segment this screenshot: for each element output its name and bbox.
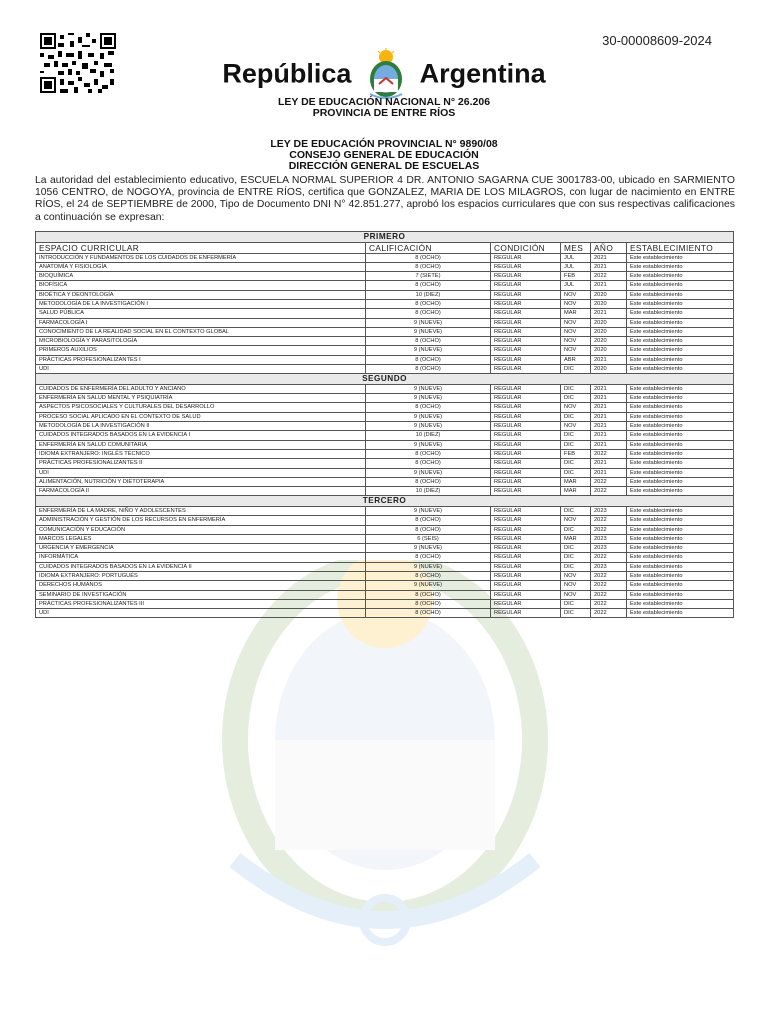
cell-month: ABR [561, 355, 591, 364]
cell-grade: 9 (NUEVE) [366, 581, 491, 590]
cell-condition: REGULAR [491, 562, 561, 571]
cell-grade: 8 (OCHO) [366, 590, 491, 599]
cell-condition: REGULAR [491, 281, 561, 290]
cell-month: DIC [561, 468, 591, 477]
cell-year: 2022 [591, 516, 627, 525]
cell-subject: METODOLOGÍA DE LA INVESTIGACIÓN I [36, 299, 366, 308]
cell-subject: FARMACOLOGÍA II [36, 487, 366, 496]
cell-grade: 8 (OCHO) [366, 516, 491, 525]
cell-month: NOV [561, 337, 591, 346]
cell-year: 2021 [591, 422, 627, 431]
cell-subject: ENFERMERÍA EN SALUD MENTAL Y PSIQUIATRÍA [36, 394, 366, 403]
cell-subject: CUIDADOS INTEGRADOS BASADOS EN LA EVIDENCIA II [36, 562, 366, 571]
table-row [36, 440, 734, 449]
cell-month: JUL [561, 262, 591, 271]
title-argentina: Argentina [419, 58, 546, 89]
cell-condition: REGULAR [491, 394, 561, 403]
cell-subject: PRÁCTICAS PROFESIONALIZANTES II [36, 459, 366, 468]
cell-grade: 6 (SEIS) [366, 534, 491, 543]
cell-condition: REGULAR [491, 422, 561, 431]
cell-condition: REGULAR [491, 272, 561, 281]
direction: DIRECCIÓN GENERAL DE ESCUELAS [288, 160, 480, 172]
cell-year: 2020 [591, 327, 627, 336]
cell-year: 2022 [591, 609, 627, 618]
cell-institution: Este establecimiento [627, 309, 734, 318]
cell-subject: PRÁCTICAS PROFESIONALIZANTES III [36, 599, 366, 608]
cell-subject: INTRODUCCIÓN Y FUNDAMENTOS DE LOS CUIDADOS DE ENFERMERÍA [36, 253, 366, 262]
cell-subject: BIOÉTICA Y DEONTOLOGÍA [36, 290, 366, 299]
cell-subject: SALUD PÚBLICA [36, 309, 366, 318]
cell-year: 2022 [591, 572, 627, 581]
cell-condition: REGULAR [491, 431, 561, 440]
cell-subject: PRÁCTICAS PROFESIONALIZANTES I [36, 355, 366, 364]
cell-grade: 8 (OCHO) [366, 281, 491, 290]
cell-subject: ANATOMÍA Y FISIOLOGÍA [36, 262, 366, 271]
cell-grade: 9 (NUEVE) [366, 544, 491, 553]
cell-grade: 9 (NUEVE) [366, 412, 491, 421]
column-header: MES [561, 242, 591, 253]
table-row [36, 609, 734, 618]
cell-year: 2023 [591, 506, 627, 515]
cell-year: 2021 [591, 412, 627, 421]
cell-year: 2022 [591, 590, 627, 599]
cell-year: 2021 [591, 309, 627, 318]
cell-subject: IDIOMA EXTRANJERO: INGLÉS TÉCNICO [36, 449, 366, 458]
table-row [36, 309, 734, 318]
cell-year: 2022 [591, 581, 627, 590]
cell-year: 2022 [591, 477, 627, 486]
cell-month: NOV [561, 318, 591, 327]
cell-institution: Este establecimiento [627, 590, 734, 599]
table-row [36, 253, 734, 262]
national-seal-icon [365, 48, 407, 100]
cell-year: 2023 [591, 544, 627, 553]
cell-institution: Este establecimiento [627, 487, 734, 496]
cell-subject: ENFERMERÍA EN SALUD COMUNITARIA [36, 440, 366, 449]
cell-month: DIC [561, 525, 591, 534]
cell-subject: COMUNICACIÓN Y EDUCACIÓN [36, 525, 366, 534]
cell-month: DIC [561, 431, 591, 440]
cell-month: FEB [561, 272, 591, 281]
cell-month: NOV [561, 290, 591, 299]
cell-subject: CUIDADOS DE ENFERMERÍA DEL ADULTO Y ANCIANO [36, 384, 366, 393]
cell-month: FEB [561, 449, 591, 458]
cell-condition: REGULAR [491, 262, 561, 271]
cell-grade: 9 (NUEVE) [366, 440, 491, 449]
cell-month: MAR [561, 487, 591, 496]
cell-grade: 8 (OCHO) [366, 365, 491, 374]
cell-year: 2020 [591, 346, 627, 355]
cell-month: NOV [561, 422, 591, 431]
cell-institution: Este establecimiento [627, 572, 734, 581]
law-provincial: LEY DE EDUCACIÓN PROVINCIAL N° 9890/08 [270, 138, 498, 150]
cell-institution: Este establecimiento [627, 337, 734, 346]
table-row [36, 327, 734, 336]
cell-condition: REGULAR [491, 572, 561, 581]
cell-subject: SEMINARIO DE INVESTIGACIÓN [36, 590, 366, 599]
cell-month: DIC [561, 412, 591, 421]
table-row [36, 553, 734, 562]
table-row [36, 572, 734, 581]
cell-month: DIC [561, 506, 591, 515]
cell-condition: REGULAR [491, 327, 561, 336]
cell-year: 2023 [591, 562, 627, 571]
page-title [0, 48, 768, 100]
cell-subject: CONOCIMIENTO DE LA REALIDAD SOCIAL EN EL CONTEXTO GLOBAL [36, 327, 366, 336]
cell-year: 2021 [591, 281, 627, 290]
table-row [36, 477, 734, 486]
cell-institution: Este establecimiento [627, 449, 734, 458]
cell-month: DIC [561, 609, 591, 618]
cell-year: 2022 [591, 487, 627, 496]
cell-grade: 9 (NUEVE) [366, 318, 491, 327]
cell-month: DIC [561, 440, 591, 449]
cell-condition: REGULAR [491, 337, 561, 346]
cell-month: JUL [561, 253, 591, 262]
cell-condition: REGULAR [491, 609, 561, 618]
table-row [36, 468, 734, 477]
year-label: PRIMERO [36, 232, 734, 243]
cell-institution: Este establecimiento [627, 516, 734, 525]
cell-month: NOV [561, 403, 591, 412]
cell-month: MAR [561, 534, 591, 543]
cell-condition: REGULAR [491, 553, 561, 562]
cell-month: DIC [561, 562, 591, 571]
table-row [36, 337, 734, 346]
cell-subject: URGENCIA Y EMERGENCIA [36, 544, 366, 553]
column-header-row [36, 242, 734, 253]
cell-condition: REGULAR [491, 581, 561, 590]
cell-condition: REGULAR [491, 355, 561, 364]
certification-text: La autoridad del establecimiento educativo, ESCUELA NORMAL SUPERIOR 4 DR. ANTONIO SAGARNA CUE 3001783-00, ubicado en SARMIENTO 1056 CENTRO, de NOGOYA, provincia de ENTRE RÍOS, certifica que GONZALEZ, MARIA DE LOS MILAGROS, con lugar de nacimiento en ENTRE RÍOS, el 24 de SEPTIEMBRE de 2000, Tipo de Documento DNI N° 42.851.277, aprobó los espacios curriculares que con sus respectivas calificaciones a continuación se expresan: [35, 175, 735, 223]
cell-condition: REGULAR [491, 346, 561, 355]
table-row [36, 272, 734, 281]
cell-year: 2021 [591, 459, 627, 468]
table-row [36, 290, 734, 299]
cell-grade: 10 (DIEZ) [366, 290, 491, 299]
cell-grade: 8 (OCHO) [366, 355, 491, 364]
cell-month: JUL [561, 281, 591, 290]
grades-table [35, 231, 734, 618]
cell-grade: 8 (OCHO) [366, 525, 491, 534]
cell-year: 2021 [591, 384, 627, 393]
cell-month: NOV [561, 346, 591, 355]
cell-grade: 8 (OCHO) [366, 459, 491, 468]
table-row [36, 281, 734, 290]
cell-institution: Este establecimiento [627, 403, 734, 412]
cell-grade: 8 (OCHO) [366, 609, 491, 618]
watermark-coat-of-arms [115, 560, 655, 980]
cell-month: NOV [561, 299, 591, 308]
cell-institution: Este establecimiento [627, 422, 734, 431]
cell-condition: REGULAR [491, 384, 561, 393]
cell-institution: Este establecimiento [627, 262, 734, 271]
cell-condition: REGULAR [491, 534, 561, 543]
cell-institution: Este establecimiento [627, 253, 734, 262]
cell-month: DIC [561, 394, 591, 403]
cell-subject: UDI [36, 468, 366, 477]
year-header-row [36, 374, 734, 385]
cell-institution: Este establecimiento [627, 327, 734, 336]
cell-grade: 8 (OCHO) [366, 572, 491, 581]
column-header: ESPACIO CURRICULAR [36, 242, 366, 253]
cell-institution: Este establecimiento [627, 346, 734, 355]
column-header: CALIFICACIÓN [366, 242, 491, 253]
cell-institution: Este establecimiento [627, 355, 734, 364]
cell-subject: METODOLOGÍA DE LA INVESTIGACIÓN II [36, 422, 366, 431]
cell-month: DIC [561, 459, 591, 468]
table-row [36, 544, 734, 553]
cell-institution: Este establecimiento [627, 477, 734, 486]
cell-year: 2021 [591, 468, 627, 477]
cell-institution: Este establecimiento [627, 384, 734, 393]
cell-condition: REGULAR [491, 525, 561, 534]
cell-institution: Este establecimiento [627, 562, 734, 571]
cell-year: 2021 [591, 403, 627, 412]
cell-year: 2020 [591, 318, 627, 327]
cell-subject: BIOFÍSICA [36, 281, 366, 290]
cell-institution: Este establecimiento [627, 365, 734, 374]
cell-grade: 9 (NUEVE) [366, 384, 491, 393]
cell-subject: PROCESO SOCIAL APLICADO EN EL CONTEXTO DE SALUD [36, 412, 366, 421]
cell-condition: REGULAR [491, 590, 561, 599]
cell-institution: Este establecimiento [627, 525, 734, 534]
table-row [36, 516, 734, 525]
cell-grade: 9 (NUEVE) [366, 468, 491, 477]
table-row [36, 262, 734, 271]
cell-institution: Este establecimiento [627, 459, 734, 468]
cell-month: DIC [561, 384, 591, 393]
cell-month: NOV [561, 581, 591, 590]
council: CONSEJO GENERAL DE EDUCACIÓN [289, 149, 479, 161]
year-label: TERCERO [36, 496, 734, 507]
cell-grade: 8 (OCHO) [366, 309, 491, 318]
table-row [36, 534, 734, 543]
cell-year: 2021 [591, 431, 627, 440]
title-republica: República [222, 58, 352, 89]
cell-subject: UDI [36, 609, 366, 618]
cell-condition: REGULAR [491, 477, 561, 486]
cell-condition: REGULAR [491, 253, 561, 262]
cell-year: 2021 [591, 253, 627, 262]
table-row [36, 590, 734, 599]
column-header: ESTABLECIMIENTO [627, 242, 734, 253]
cell-grade: 9 (NUEVE) [366, 562, 491, 571]
table-row [36, 599, 734, 608]
cell-condition: REGULAR [491, 299, 561, 308]
cell-condition: REGULAR [491, 506, 561, 515]
cell-grade: 9 (NUEVE) [366, 327, 491, 336]
cell-grade: 8 (OCHO) [366, 599, 491, 608]
cell-year: 2020 [591, 337, 627, 346]
cell-subject: IDIOMA EXTRANJERO: PORTUGUÉS [36, 572, 366, 581]
cell-grade: 9 (NUEVE) [366, 394, 491, 403]
cell-institution: Este establecimiento [627, 318, 734, 327]
cell-month: DIC [561, 544, 591, 553]
cell-subject: ENFERMERÍA DE LA MADRE, NIÑO Y ADOLESCENTES [36, 506, 366, 515]
table-row [36, 394, 734, 403]
cell-subject: MICROBIOLOGÍA Y PARASITOLOGÍA [36, 337, 366, 346]
cell-month: DIC [561, 553, 591, 562]
cell-month: NOV [561, 516, 591, 525]
cell-institution: Este establecimiento [627, 440, 734, 449]
cell-grade: 9 (NUEVE) [366, 346, 491, 355]
cell-month: DIC [561, 599, 591, 608]
cell-institution: Este establecimiento [627, 299, 734, 308]
table-row [36, 346, 734, 355]
cell-condition: REGULAR [491, 403, 561, 412]
cell-month: NOV [561, 590, 591, 599]
cell-year: 2023 [591, 534, 627, 543]
document-number: 30-00008609-2024 [602, 33, 712, 48]
cell-grade: 8 (OCHO) [366, 477, 491, 486]
cell-grade: 9 (NUEVE) [366, 506, 491, 515]
cell-month: DIC [561, 365, 591, 374]
table-row [36, 431, 734, 440]
cell-subject: ALIMENTACIÓN, NUTRICIÓN Y DIETOTERAPIA [36, 477, 366, 486]
cell-grade: 8 (OCHO) [366, 553, 491, 562]
cell-subject: DERECHOS HUMANOS [36, 581, 366, 590]
cell-subject: ASPECTOS PSICOSOCIALES Y CULTURALES DEL DESARROLLO [36, 403, 366, 412]
cell-institution: Este establecimiento [627, 553, 734, 562]
cell-month: NOV [561, 572, 591, 581]
cell-condition: REGULAR [491, 309, 561, 318]
cell-institution: Este establecimiento [627, 412, 734, 421]
cell-month: MAR [561, 477, 591, 486]
table-row [36, 422, 734, 431]
cell-year: 2021 [591, 440, 627, 449]
cell-subject: UDI [36, 365, 366, 374]
cell-institution: Este establecimiento [627, 272, 734, 281]
grades-table-body [36, 232, 734, 618]
cell-grade: 8 (OCHO) [366, 253, 491, 262]
column-header: AÑO [591, 242, 627, 253]
cell-month: MAR [561, 309, 591, 318]
table-row [36, 403, 734, 412]
cell-institution: Este establecimiento [627, 599, 734, 608]
year-header-row [36, 496, 734, 507]
cell-grade: 8 (OCHO) [366, 403, 491, 412]
cell-year: 2021 [591, 394, 627, 403]
cell-grade: 8 (OCHO) [366, 299, 491, 308]
table-row [36, 459, 734, 468]
table-row [36, 506, 734, 515]
table-row [36, 384, 734, 393]
cell-subject: INFORMÁTICA [36, 553, 366, 562]
cell-year: 2022 [591, 525, 627, 534]
table-row [36, 365, 734, 374]
cell-institution: Este establecimiento [627, 281, 734, 290]
table-row [36, 412, 734, 421]
cell-condition: REGULAR [491, 318, 561, 327]
table-row [36, 487, 734, 496]
cell-institution: Este establecimiento [627, 431, 734, 440]
cell-subject: ADMINISTRACIÓN Y GESTIÓN DE LOS RECURSOS EN ENFERMERÍA [36, 516, 366, 525]
year-label: SEGUNDO [36, 374, 734, 385]
cell-condition: REGULAR [491, 516, 561, 525]
table-row [36, 299, 734, 308]
cell-condition: REGULAR [491, 440, 561, 449]
table-row [36, 355, 734, 364]
cell-condition: REGULAR [491, 599, 561, 608]
province: PROVINCIA DE ENTRE RÍOS [312, 107, 456, 119]
cell-condition: REGULAR [491, 449, 561, 458]
cell-condition: REGULAR [491, 290, 561, 299]
cell-year: 2021 [591, 262, 627, 271]
cell-year: 2022 [591, 272, 627, 281]
cell-year: 2022 [591, 553, 627, 562]
table-row [36, 581, 734, 590]
cell-condition: REGULAR [491, 487, 561, 496]
cell-year: 2021 [591, 355, 627, 364]
cell-institution: Este establecimiento [627, 581, 734, 590]
table-row [36, 525, 734, 534]
cell-grade: 9 (NUEVE) [366, 422, 491, 431]
cell-subject: BIOQUÍMICA [36, 272, 366, 281]
cell-institution: Este establecimiento [627, 394, 734, 403]
table-row [36, 318, 734, 327]
cell-condition: REGULAR [491, 412, 561, 421]
cell-institution: Este establecimiento [627, 290, 734, 299]
cell-subject: CUIDADOS INTEGRADOS BASADOS EN LA EVIDENCIA I [36, 431, 366, 440]
cell-subject: PRIMEROS AUXILIOS [36, 346, 366, 355]
cell-grade: 8 (OCHO) [366, 337, 491, 346]
cell-institution: Este establecimiento [627, 534, 734, 543]
cell-institution: Este establecimiento [627, 544, 734, 553]
cell-condition: REGULAR [491, 468, 561, 477]
cell-year: 2022 [591, 599, 627, 608]
cell-grade: 8 (OCHO) [366, 449, 491, 458]
cell-year: 2022 [591, 449, 627, 458]
cell-month: NOV [561, 327, 591, 336]
table-row [36, 562, 734, 571]
column-header: CONDICIÓN [491, 242, 561, 253]
cell-condition: REGULAR [491, 544, 561, 553]
cell-grade: 7 (SIETE) [366, 272, 491, 281]
cell-year: 2020 [591, 299, 627, 308]
cell-grade: 8 (OCHO) [366, 262, 491, 271]
cell-year: 2020 [591, 290, 627, 299]
cell-condition: REGULAR [491, 459, 561, 468]
cell-institution: Este establecimiento [627, 609, 734, 618]
cell-institution: Este establecimiento [627, 468, 734, 477]
cell-subject: FARMACOLOGÍA I [36, 318, 366, 327]
cell-institution: Este establecimiento [627, 506, 734, 515]
cell-grade: 10 (DIEZ) [366, 431, 491, 440]
cell-grade: 10 (DIEZ) [366, 487, 491, 496]
cell-year: 2020 [591, 365, 627, 374]
cell-condition: REGULAR [491, 365, 561, 374]
cell-subject: MARCOS LEGALES [36, 534, 366, 543]
law-national: LEY DE EDUCACIÓN NACIONAL N° 26.206 [277, 96, 491, 108]
year-header-row [36, 232, 734, 243]
table-row [36, 449, 734, 458]
